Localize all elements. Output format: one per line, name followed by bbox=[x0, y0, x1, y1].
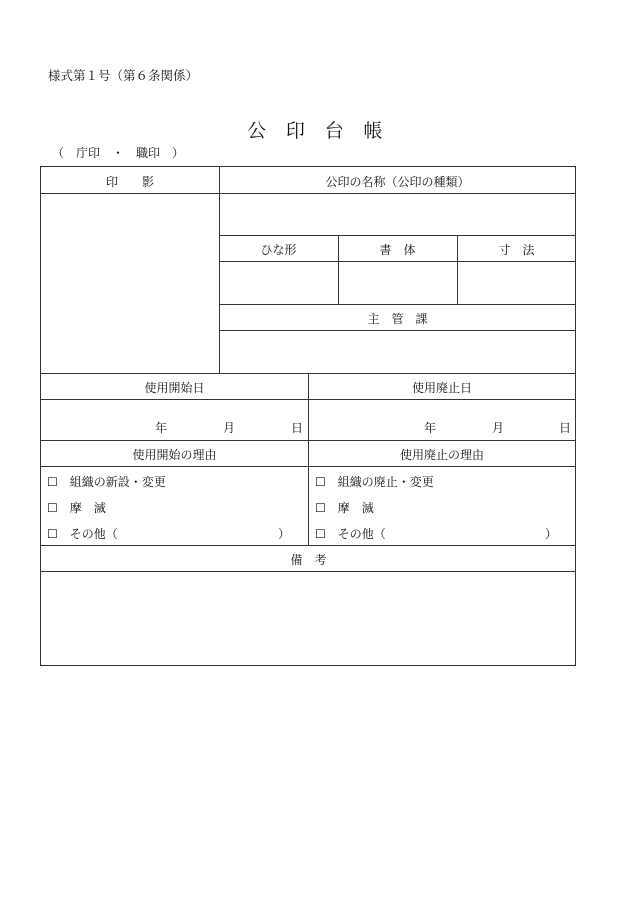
end-month-label: 月 bbox=[492, 421, 505, 435]
remarks-header: 備 考 bbox=[290, 553, 327, 567]
end-reason-option[interactable]: ☐ 摩 滅 bbox=[315, 501, 374, 515]
hinagata-field[interactable] bbox=[220, 262, 338, 304]
divider bbox=[41, 545, 576, 546]
sunpo-field[interactable] bbox=[458, 262, 576, 304]
start-reason-option[interactable]: ☐ その他（ bbox=[47, 527, 118, 541]
start-reason-option[interactable]: ☐ 摩 滅 bbox=[47, 501, 106, 515]
end-reason-option[interactable]: ☐ その他（ bbox=[315, 527, 386, 541]
seal-name-field[interactable] bbox=[220, 194, 576, 235]
shotai-field[interactable] bbox=[339, 262, 457, 304]
end-reason-header: 使用廃止の理由 bbox=[399, 448, 484, 462]
seal-impression-area[interactable] bbox=[41, 194, 219, 373]
start-reason-header: 使用開始の理由 bbox=[132, 448, 217, 462]
seal-name-header: 公印の名称（公印の種類） bbox=[325, 175, 470, 189]
seal-impression-header: 印 影 bbox=[105, 175, 154, 189]
page-title: 公 印 台 帳 bbox=[247, 120, 383, 142]
close-paren: ） bbox=[278, 527, 291, 541]
end-date-header: 使用廃止日 bbox=[411, 381, 472, 395]
end-reason-option[interactable]: ☐ 組織の廃止・変更 bbox=[315, 475, 434, 489]
shukan-header: 主 管 課 bbox=[367, 312, 428, 326]
form-number: 様式第１号（第６条関係） bbox=[48, 68, 199, 83]
hinagata-header: ひな形 bbox=[260, 243, 297, 257]
divider bbox=[219, 235, 576, 236]
start-month-label: 月 bbox=[223, 421, 236, 435]
seal-type-subtitle: （ 庁印 ・ 職印 ） bbox=[52, 146, 185, 160]
remarks-field[interactable] bbox=[41, 572, 576, 665]
start-date-header: 使用開始日 bbox=[144, 381, 205, 395]
shukan-field[interactable] bbox=[220, 331, 576, 373]
sunpo-header: 寸 法 bbox=[498, 243, 535, 257]
end-year-label: 年 bbox=[424, 421, 437, 435]
start-day-label: 日 bbox=[291, 421, 304, 435]
seal-register-table bbox=[40, 166, 576, 666]
start-year-label: 年 bbox=[155, 421, 168, 435]
end-day-label: 日 bbox=[559, 421, 572, 435]
start-reason-option[interactable]: ☐ 組織の新設・変更 bbox=[47, 475, 166, 489]
close-paren: ） bbox=[545, 527, 558, 541]
divider bbox=[219, 304, 576, 305]
shotai-header: 書 体 bbox=[379, 243, 416, 257]
